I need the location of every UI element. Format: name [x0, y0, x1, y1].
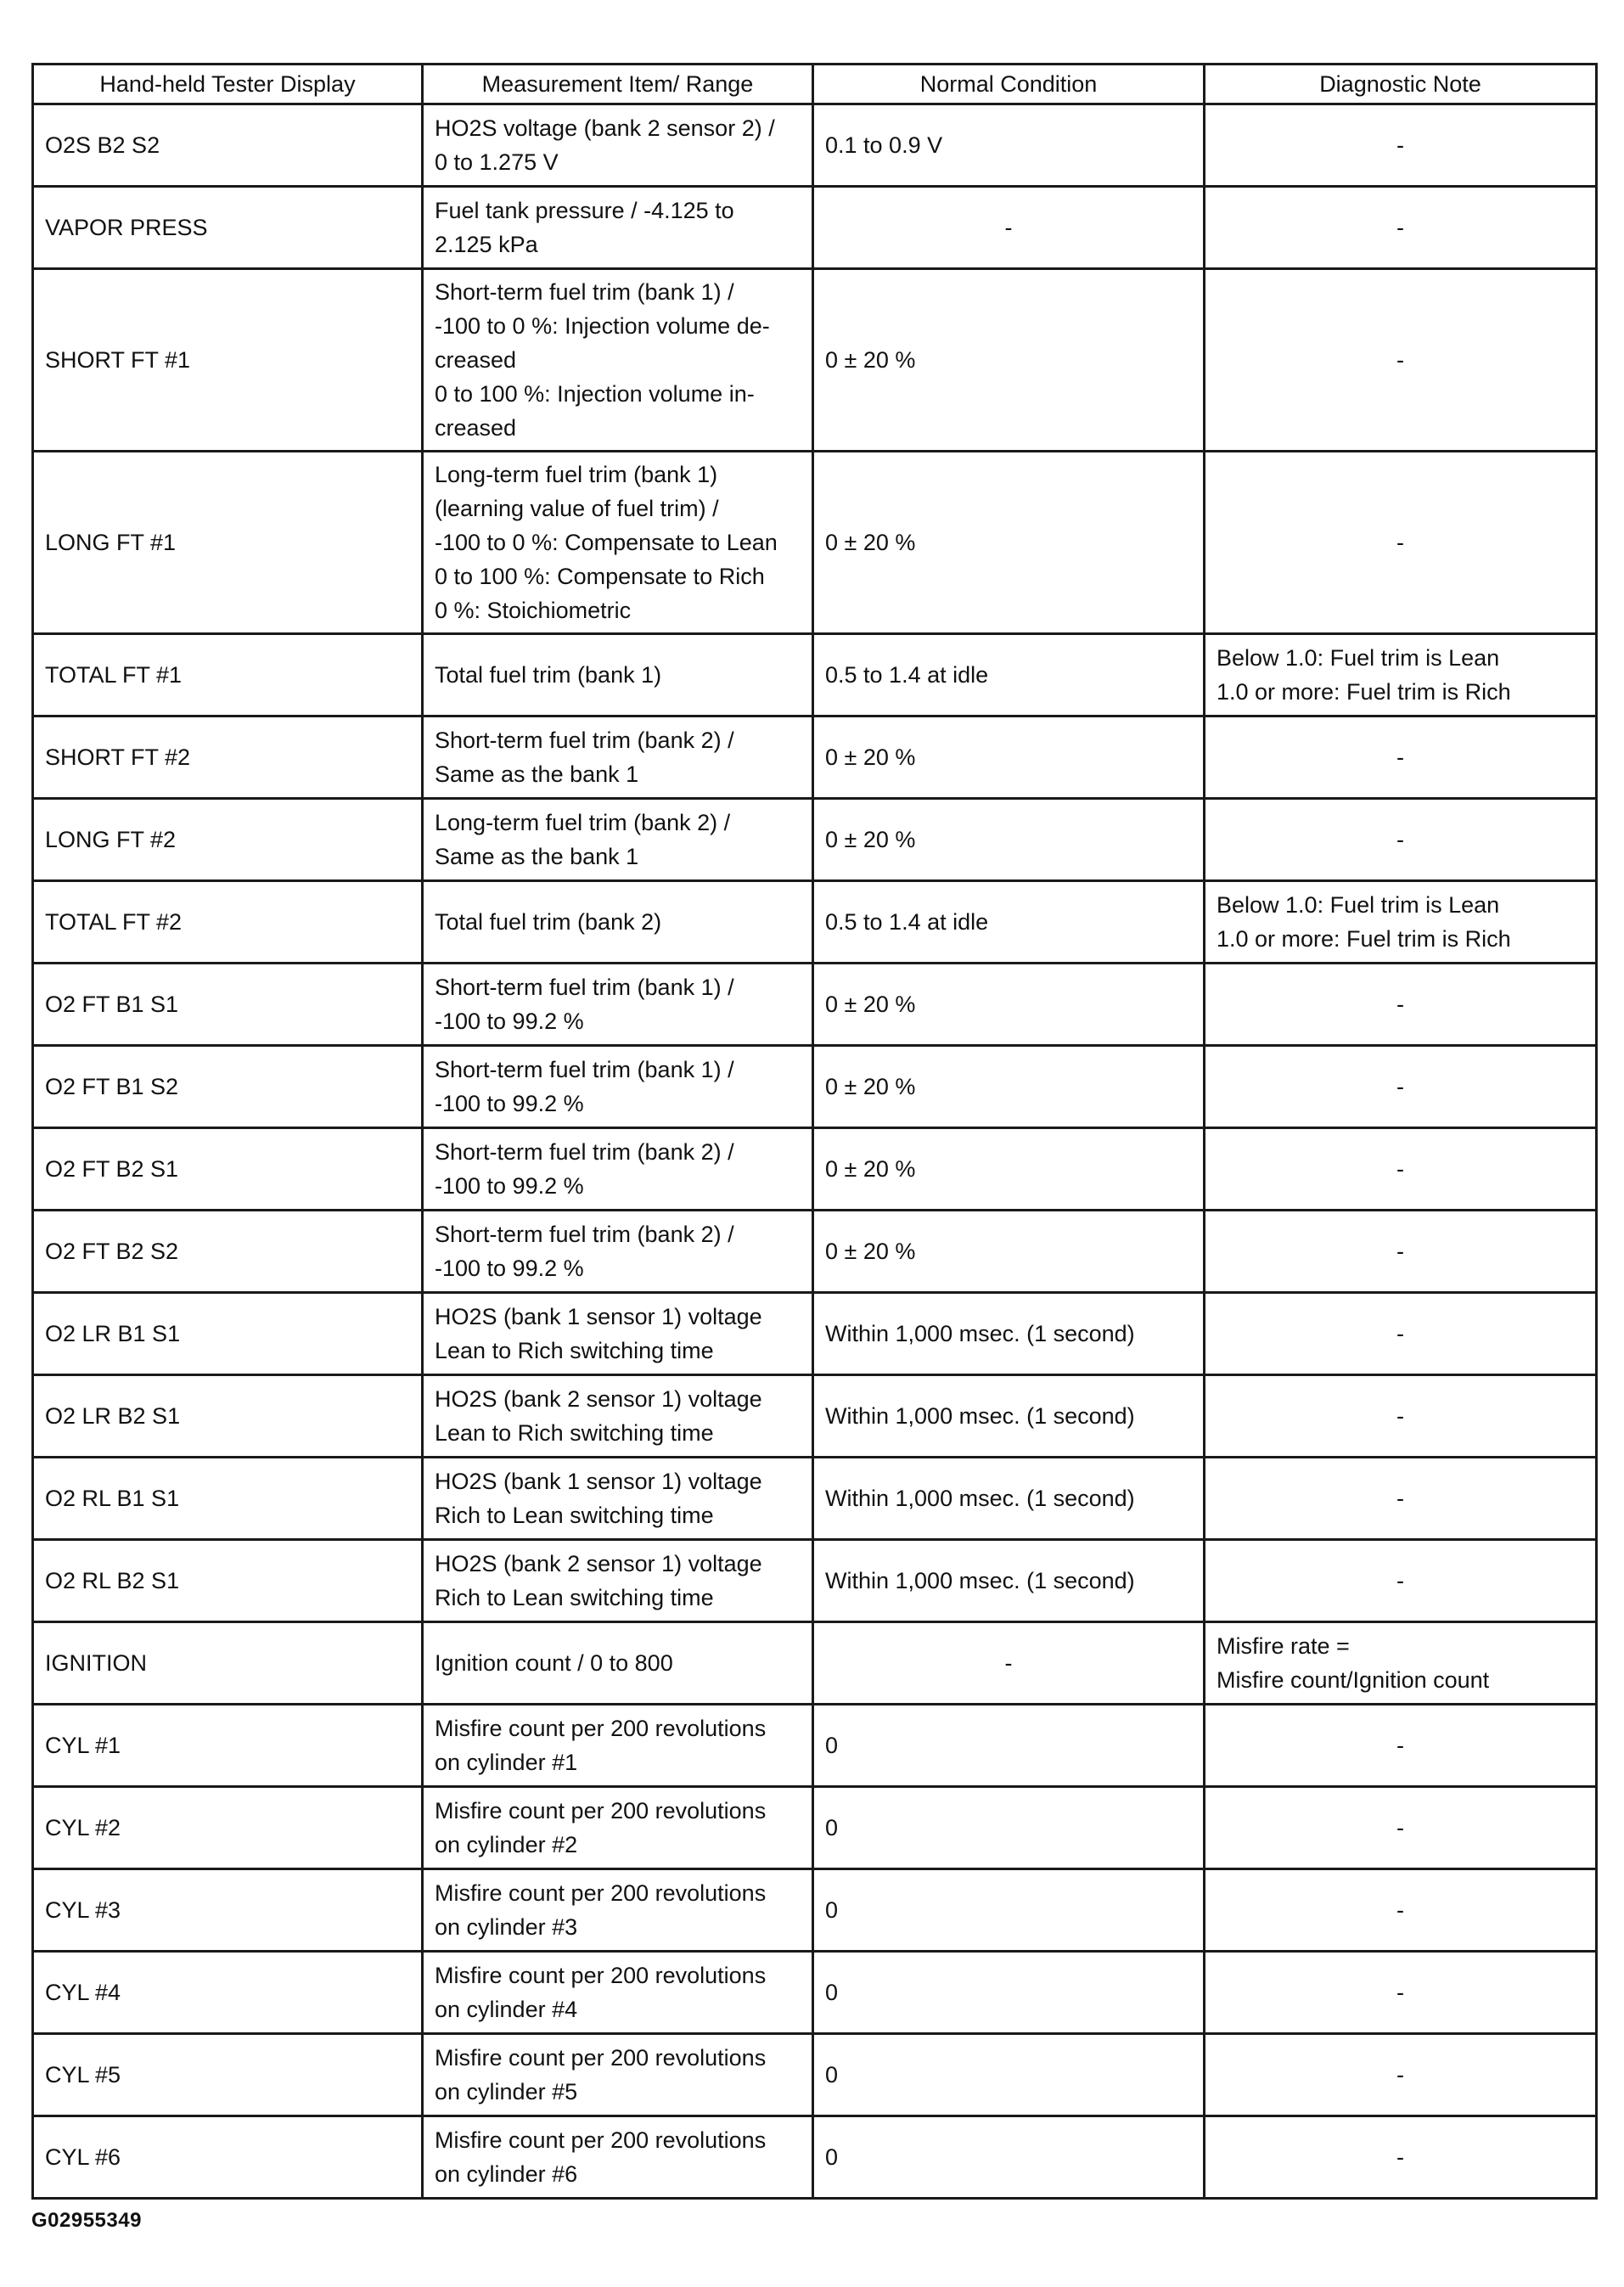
cell-line: 0 to 100 %: Compensate to Rich	[435, 564, 765, 589]
cell-diagnostic-note	[1205, 1787, 1597, 1869]
cell-line: Long-term fuel trim (bank 2) /	[435, 810, 731, 835]
cell-line: Misfire count per 200 revolutions	[435, 1716, 767, 1741]
table-row	[33, 964, 1597, 1046]
tester-data-table	[31, 63, 1598, 2200]
cell-normal-condition	[813, 269, 1205, 452]
cell-tester-display: CYL #3	[33, 1869, 423, 1952]
cell-normal-condition	[813, 1705, 1205, 1787]
cell-line: Rich to Lean switching time	[435, 1503, 714, 1528]
cell-line: -100 to 99.2 %	[435, 1009, 584, 1034]
cell-line: -	[1004, 215, 1013, 240]
cell-line: -	[1396, 215, 1404, 240]
cell-line: (learning value of fuel trim) /	[435, 496, 719, 521]
cell-diagnostic-note	[1205, 799, 1597, 881]
cell-tester-display: CYL #2	[33, 1787, 423, 1869]
table-row	[33, 1787, 1597, 1869]
cell-diagnostic-note	[1205, 881, 1597, 964]
cell-diagnostic-note	[1205, 187, 1597, 269]
cell-measurement-item	[423, 1622, 813, 1705]
cell-line: -	[1396, 2144, 1404, 2170]
table-row	[33, 2116, 1597, 2199]
cell-tester-display: O2 LR B1 S1	[33, 1293, 423, 1375]
table-row	[33, 799, 1597, 881]
cell-line: Misfire count per 200 revolutions	[435, 1798, 767, 1823]
cell-line: on cylinder #4	[435, 1997, 578, 2022]
table-row	[33, 2034, 1597, 2116]
cell-diagnostic-note	[1205, 104, 1597, 187]
cell-line: -	[1396, 1897, 1404, 1923]
cell-measurement-item	[423, 104, 813, 187]
cell-line: HO2S (bank 2 sensor 1) voltage	[435, 1386, 762, 1412]
header-measurement-item: Measurement Item/ Range	[423, 65, 813, 104]
cell-line: 0 ± 20 %	[825, 1074, 916, 1099]
cell-measurement-item	[423, 1375, 813, 1458]
cell-normal-condition	[813, 1293, 1205, 1375]
cell-tester-display: O2 FT B1 S2	[33, 1046, 423, 1128]
cell-line: on cylinder #5	[435, 2079, 578, 2104]
cell-normal-condition	[813, 2034, 1205, 2116]
cell-measurement-item	[423, 1540, 813, 1622]
cell-normal-condition	[813, 452, 1205, 634]
cell-normal-condition	[813, 2116, 1205, 2199]
cell-normal-condition	[813, 1622, 1205, 1705]
cell-diagnostic-note	[1205, 1046, 1597, 1128]
cell-measurement-item	[423, 634, 813, 716]
cell-tester-display: O2 FT B2 S2	[33, 1211, 423, 1293]
cell-line: Within 1,000 msec. (1 second)	[825, 1486, 1135, 1511]
cell-line: Misfire count/Ignition count	[1217, 1667, 1490, 1693]
table-row	[33, 1211, 1597, 1293]
cell-measurement-item	[423, 1952, 813, 2034]
cell-line: 0	[825, 1733, 839, 1758]
cell-diagnostic-note	[1205, 1540, 1597, 1622]
cell-line: creased	[435, 415, 517, 441]
cell-diagnostic-note	[1205, 634, 1597, 716]
table-row	[33, 881, 1597, 964]
cell-normal-condition	[813, 964, 1205, 1046]
cell-normal-condition	[813, 1787, 1205, 1869]
cell-line: Rich to Lean switching time	[435, 1585, 714, 1610]
cell-line: 0 ± 20 %	[825, 530, 916, 555]
cell-diagnostic-note	[1205, 1458, 1597, 1540]
cell-line: Within 1,000 msec. (1 second)	[825, 1321, 1135, 1346]
cell-measurement-item	[423, 1293, 813, 1375]
cell-line: Ignition count / 0 to 800	[435, 1650, 673, 1676]
table-row	[33, 187, 1597, 269]
cell-normal-condition	[813, 1458, 1205, 1540]
cell-line: 0.5 to 1.4 at idle	[825, 909, 989, 935]
cell-line: HO2S voltage (bank 2 sensor 2) /	[435, 115, 775, 141]
cell-tester-display: TOTAL FT #2	[33, 881, 423, 964]
cell-normal-condition	[813, 1128, 1205, 1211]
cell-line: HO2S (bank 2 sensor 1) voltage	[435, 1551, 762, 1576]
cell-normal-condition	[813, 1952, 1205, 2034]
cell-tester-display: IGNITION	[33, 1622, 423, 1705]
cell-line: -100 to 99.2 %	[435, 1091, 584, 1116]
cell-diagnostic-note	[1205, 452, 1597, 634]
cell-line: Total fuel trim (bank 2)	[435, 909, 662, 935]
cell-normal-condition	[813, 799, 1205, 881]
cell-line: Misfire count per 200 revolutions	[435, 2045, 767, 2071]
cell-line: Short-term fuel trim (bank 2) /	[435, 1139, 734, 1165]
cell-normal-condition	[813, 1869, 1205, 1952]
cell-line: -	[1396, 2062, 1404, 2088]
cell-line: 0 ± 20 %	[825, 1239, 916, 1264]
cell-line: 0 ± 20 %	[825, 827, 916, 852]
cell-line: -	[1396, 1980, 1404, 2005]
cell-line: Same as the bank 1	[435, 761, 639, 787]
cell-tester-display: O2 RL B2 S1	[33, 1540, 423, 1622]
cell-tester-display: O2S B2 S2	[33, 104, 423, 187]
cell-tester-display: LONG FT #2	[33, 799, 423, 881]
cell-tester-display: CYL #1	[33, 1705, 423, 1787]
cell-line: -	[1396, 1568, 1404, 1593]
cell-normal-condition	[813, 716, 1205, 799]
cell-measurement-item	[423, 269, 813, 452]
table-row	[33, 104, 1597, 187]
cell-line: Short-term fuel trim (bank 2) /	[435, 728, 734, 753]
cell-line: 0	[825, 1897, 839, 1923]
cell-diagnostic-note	[1205, 1869, 1597, 1952]
cell-tester-display: O2 FT B1 S1	[33, 964, 423, 1046]
cell-line: Short-term fuel trim (bank 1) /	[435, 279, 734, 305]
cell-tester-display: CYL #6	[33, 2116, 423, 2199]
cell-line: Total fuel trim (bank 1)	[435, 662, 662, 688]
table-row	[33, 1622, 1597, 1705]
table-row	[33, 1540, 1597, 1622]
cell-line: HO2S (bank 1 sensor 1) voltage	[435, 1304, 762, 1329]
cell-diagnostic-note	[1205, 1622, 1597, 1705]
header-tester-display: Hand-held Tester Display	[33, 65, 423, 104]
cell-line: Lean to Rich switching time	[435, 1420, 714, 1446]
cell-line: 0	[825, 1980, 839, 2005]
header-diagnostic-note: Diagnostic Note	[1205, 65, 1597, 104]
table-row	[33, 452, 1597, 634]
cell-line: 1.0 or more: Fuel trim is Rich	[1217, 926, 1511, 952]
cell-measurement-item	[423, 964, 813, 1046]
cell-line: Misfire count per 200 revolutions	[435, 1880, 767, 1906]
table-header-row	[33, 65, 1597, 104]
cell-normal-condition	[813, 881, 1205, 964]
cell-measurement-item	[423, 799, 813, 881]
cell-line: -100 to 99.2 %	[435, 1256, 584, 1281]
cell-line: Short-term fuel trim (bank 1) /	[435, 975, 734, 1000]
cell-line: 2.125 kPa	[435, 232, 538, 257]
cell-line: -	[1396, 1321, 1404, 1346]
cell-line: 0.5 to 1.4 at idle	[825, 662, 989, 688]
cell-tester-display: O2 LR B2 S1	[33, 1375, 423, 1458]
cell-line: -	[1396, 827, 1404, 852]
cell-normal-condition	[813, 634, 1205, 716]
cell-measurement-item	[423, 2116, 813, 2199]
cell-normal-condition	[813, 1211, 1205, 1293]
cell-line: -	[1396, 1733, 1404, 1758]
cell-measurement-item	[423, 187, 813, 269]
cell-measurement-item	[423, 1705, 813, 1787]
cell-diagnostic-note	[1205, 1375, 1597, 1458]
table-row	[33, 634, 1597, 716]
cell-measurement-item	[423, 1128, 813, 1211]
cell-line: Within 1,000 msec. (1 second)	[825, 1568, 1135, 1593]
cell-measurement-item	[423, 716, 813, 799]
cell-line: 0 to 100 %: Injection volume in-	[435, 381, 755, 407]
cell-normal-condition	[813, 187, 1205, 269]
cell-measurement-item	[423, 1458, 813, 1540]
cell-line: -	[1396, 1156, 1404, 1182]
cell-measurement-item	[423, 1869, 813, 1952]
table-row	[33, 1128, 1597, 1211]
cell-diagnostic-note	[1205, 1128, 1597, 1211]
cell-tester-display: O2 RL B1 S1	[33, 1458, 423, 1540]
table-row	[33, 1458, 1597, 1540]
cell-line: 0 ± 20 %	[825, 992, 916, 1017]
cell-line: Within 1,000 msec. (1 second)	[825, 1403, 1135, 1429]
cell-line: on cylinder #6	[435, 2161, 578, 2187]
cell-line: Misfire count per 200 revolutions	[435, 1963, 767, 1988]
cell-line: Misfire rate =	[1217, 1633, 1350, 1659]
cell-normal-condition	[813, 1046, 1205, 1128]
cell-line: 0	[825, 2062, 839, 2088]
cell-measurement-item	[423, 881, 813, 964]
cell-line: -	[1396, 530, 1404, 555]
cell-line: -	[1396, 1486, 1404, 1511]
cell-line: 1.0 or more: Fuel trim is Rich	[1217, 679, 1511, 705]
table-row	[33, 1046, 1597, 1128]
cell-line: -	[1396, 347, 1404, 373]
cell-line: 0 to 1.275 V	[435, 149, 559, 175]
cell-tester-display: VAPOR PRESS	[33, 187, 423, 269]
header-normal-condition: Normal Condition	[813, 65, 1205, 104]
cell-diagnostic-note	[1205, 964, 1597, 1046]
cell-line: Short-term fuel trim (bank 1) /	[435, 1057, 734, 1082]
cell-line: 0 ± 20 %	[825, 347, 916, 373]
cell-tester-display: CYL #4	[33, 1952, 423, 2034]
cell-tester-display: CYL #5	[33, 2034, 423, 2116]
cell-line: -	[1396, 1815, 1404, 1840]
cell-line: Same as the bank 1	[435, 844, 639, 869]
cell-tester-display: O2 FT B2 S1	[33, 1128, 423, 1211]
cell-line: Misfire count per 200 revolutions	[435, 2127, 767, 2153]
cell-line: Short-term fuel trim (bank 2) /	[435, 1222, 734, 1247]
cell-line: 0.1 to 0.9 V	[825, 132, 943, 158]
cell-diagnostic-note	[1205, 269, 1597, 452]
cell-line: -	[1396, 132, 1404, 158]
table-row	[33, 269, 1597, 452]
cell-line: 0	[825, 1815, 839, 1840]
cell-line: on cylinder #3	[435, 1914, 578, 1940]
cell-line: on cylinder #2	[435, 1832, 578, 1857]
cell-line: 0 %: Stoichiometric	[435, 598, 632, 623]
figure-id: G02955349	[31, 2209, 142, 2232]
cell-measurement-item	[423, 2034, 813, 2116]
cell-line: -	[1396, 1074, 1404, 1099]
cell-normal-condition	[813, 104, 1205, 187]
cell-measurement-item	[423, 1046, 813, 1128]
cell-measurement-item	[423, 1787, 813, 1869]
cell-line: -	[1396, 992, 1404, 1017]
cell-tester-display: LONG FT #1	[33, 452, 423, 634]
cell-normal-condition	[813, 1540, 1205, 1622]
cell-diagnostic-note	[1205, 1211, 1597, 1293]
cell-line: -	[1396, 745, 1404, 770]
table-row	[33, 1869, 1597, 1952]
cell-diagnostic-note	[1205, 1293, 1597, 1375]
cell-line: Fuel tank pressure / -4.125 to	[435, 198, 734, 223]
cell-line: creased	[435, 347, 517, 373]
cell-measurement-item	[423, 1211, 813, 1293]
cell-line: on cylinder #1	[435, 1750, 578, 1775]
cell-line: 0 ± 20 %	[825, 745, 916, 770]
cell-tester-display: SHORT FT #1	[33, 269, 423, 452]
table-row	[33, 1375, 1597, 1458]
cell-diagnostic-note	[1205, 716, 1597, 799]
table-row	[33, 1705, 1597, 1787]
cell-tester-display: TOTAL FT #1	[33, 634, 423, 716]
cell-line: -100 to 99.2 %	[435, 1173, 584, 1199]
cell-diagnostic-note	[1205, 1705, 1597, 1787]
cell-line: -100 to 0 %: Compensate to Lean	[435, 530, 778, 555]
cell-line: -	[1396, 1403, 1404, 1429]
table-row	[33, 1952, 1597, 2034]
cell-line: -	[1396, 1239, 1404, 1264]
cell-measurement-item	[423, 452, 813, 634]
cell-line: Long-term fuel trim (bank 1)	[435, 462, 718, 487]
cell-line: Below 1.0: Fuel trim is Lean	[1217, 645, 1500, 671]
cell-line: HO2S (bank 1 sensor 1) voltage	[435, 1469, 762, 1494]
cell-line: -	[1004, 1650, 1013, 1676]
cell-line: -100 to 0 %: Injection volume de-	[435, 313, 770, 339]
cell-diagnostic-note	[1205, 1952, 1597, 2034]
cell-line: 0	[825, 2144, 839, 2170]
table-row	[33, 716, 1597, 799]
cell-diagnostic-note	[1205, 2034, 1597, 2116]
cell-line: Below 1.0: Fuel trim is Lean	[1217, 892, 1500, 918]
cell-diagnostic-note	[1205, 2116, 1597, 2199]
cell-tester-display: SHORT FT #2	[33, 716, 423, 799]
cell-normal-condition	[813, 1375, 1205, 1458]
cell-line: Lean to Rich switching time	[435, 1338, 714, 1363]
cell-line: 0 ± 20 %	[825, 1156, 916, 1182]
table-row	[33, 1293, 1597, 1375]
